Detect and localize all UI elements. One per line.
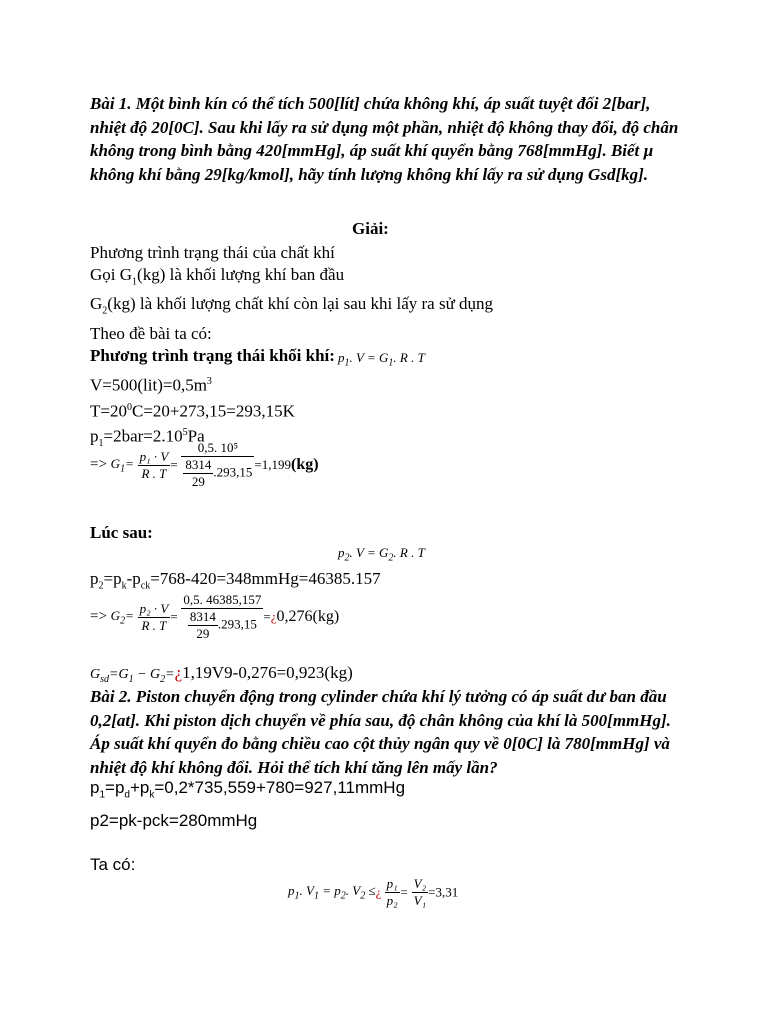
g2-fraction-2: 0,5. 46385,157 $\frac{8314}{29}$ .293,15 <box>183 592 262 641</box>
line-g2: $G_2(kg)$ là khối lượng chất khí còn lại sau khi lấy ra sử dụng <box>90 294 494 317</box>
bai2-final-equation: $p_1$. $V_1 = p_2$. $V_2$ ≤¿ $\frac{\text{p₁}}{\text{p₂}}$ = $\frac{\text{V₂}}{\text{V₁}}$ =3,31 <box>288 876 459 908</box>
volume-line: $V=500(lit)=0,5m^3$ <box>90 375 212 395</box>
heading-luc-sau: Lúc sau: <box>90 523 153 542</box>
g1-calc: => $G_1=$ $\frac{\text{p₁ · V}}{R . T}$ = 0,5. 10⁵ $\frac{8314}{29}$ .293,15 =1,199(kg) <box>90 440 319 489</box>
volume-ratio: $\frac{\text{V₂}}{\text{V₁}}$ <box>413 876 427 908</box>
bai2-p2-line: p2=pk-pck=280mmHg <box>90 811 258 831</box>
equation-state-1: $p_1$. $V = G_1$. R . T <box>338 350 425 369</box>
equation-state-2: $p_2$. $V = G_2$. R . T <box>338 545 425 564</box>
pressure1-line: $p_1=2bar=2.10^5Pa$ <box>90 426 205 450</box>
pressure-ratio: $\frac{\text{p₁}}{\text{p₂}}$ <box>386 876 398 908</box>
pressure2-line: $p_2=p_k-p_{ck}=768-420=348mmHg=46385.157$ <box>90 569 381 592</box>
line-g1: Gọi $G_1(kg)$ là khối lượng khí ban đầu <box>90 265 345 288</box>
bai2-taco: Ta có: <box>90 855 136 874</box>
gsd-line: $G_{sd}=G_1$ − $G_2=¿1,19V9-0,276=0,923(kg)$ <box>90 663 353 685</box>
bai2-problem: Bài 2. Piston chuyển động trong cylinder chứa khí lý tưởng có áp suất dư ban đầu 0,2[at]. Khi piston dịch chuyển về phía sau, độ chân không của khí là 500[mmHg]. Áp suất khí quyển đo bằng chiều cao cột thủy ngân quy về 0[0C] là 780[mmHg] và nhiệt độ khí không đổi. Hỏi thể tích khí tăng lên mấy lần? <box>90 687 671 777</box>
giai-heading: Giải: <box>352 219 389 238</box>
g1-fraction-1: $\frac{\text{p₁ · V}}{R . T}$ <box>139 448 169 481</box>
bai1-solution <box>90 242 493 367</box>
g1-fraction-2: 0,5. 10⁵ $\frac{8314}{29}$ .293,15 <box>181 440 254 490</box>
line-ptrangthai: Phương trình trạng thái của chất khí <box>90 243 335 262</box>
bai2-solution <box>90 775 405 834</box>
bai2-p1-line: $p_1=p_d+p_k=0,2*735,559+780=927,11mmHg$ <box>90 778 406 801</box>
bai1-problem: Bài 1. Một bình kín có thể tích 500[lít] chứa không khí, áp suất tuyệt đối 2[bar], nhiệt độ 20[0C]. Sau khi lấy ra sử dụng một phần, nhiệt độ không thay đổi, độ chân không trong bình bằng 420[mmHg], áp suất khí quyển bằng 768[mmHg]. Biết µ không khí bằng 29[kg/kmol], hãy tính lượng không khí lấy ra sử dụng Gsd[kg]. <box>90 94 679 184</box>
line-theodebai: Theo đề bài ta có: <box>90 323 212 343</box>
g2-calc: => $G_2=$ $\frac{\text{p₂ · V}}{R . T}$ = 0,5. 46385,157 $\frac{8314}{29}$ .293,15 =¿0,276(kg) <box>90 592 340 641</box>
heading-pt-khoi-khi: Phương trình trạng thái khối khí: <box>90 345 335 365</box>
g2-fraction-1: $\frac{\text{p₂ · V}}{R . T}$ <box>139 600 169 633</box>
temperature-line: $T=20^0C=20+273,15=293,15K$ <box>90 401 295 421</box>
